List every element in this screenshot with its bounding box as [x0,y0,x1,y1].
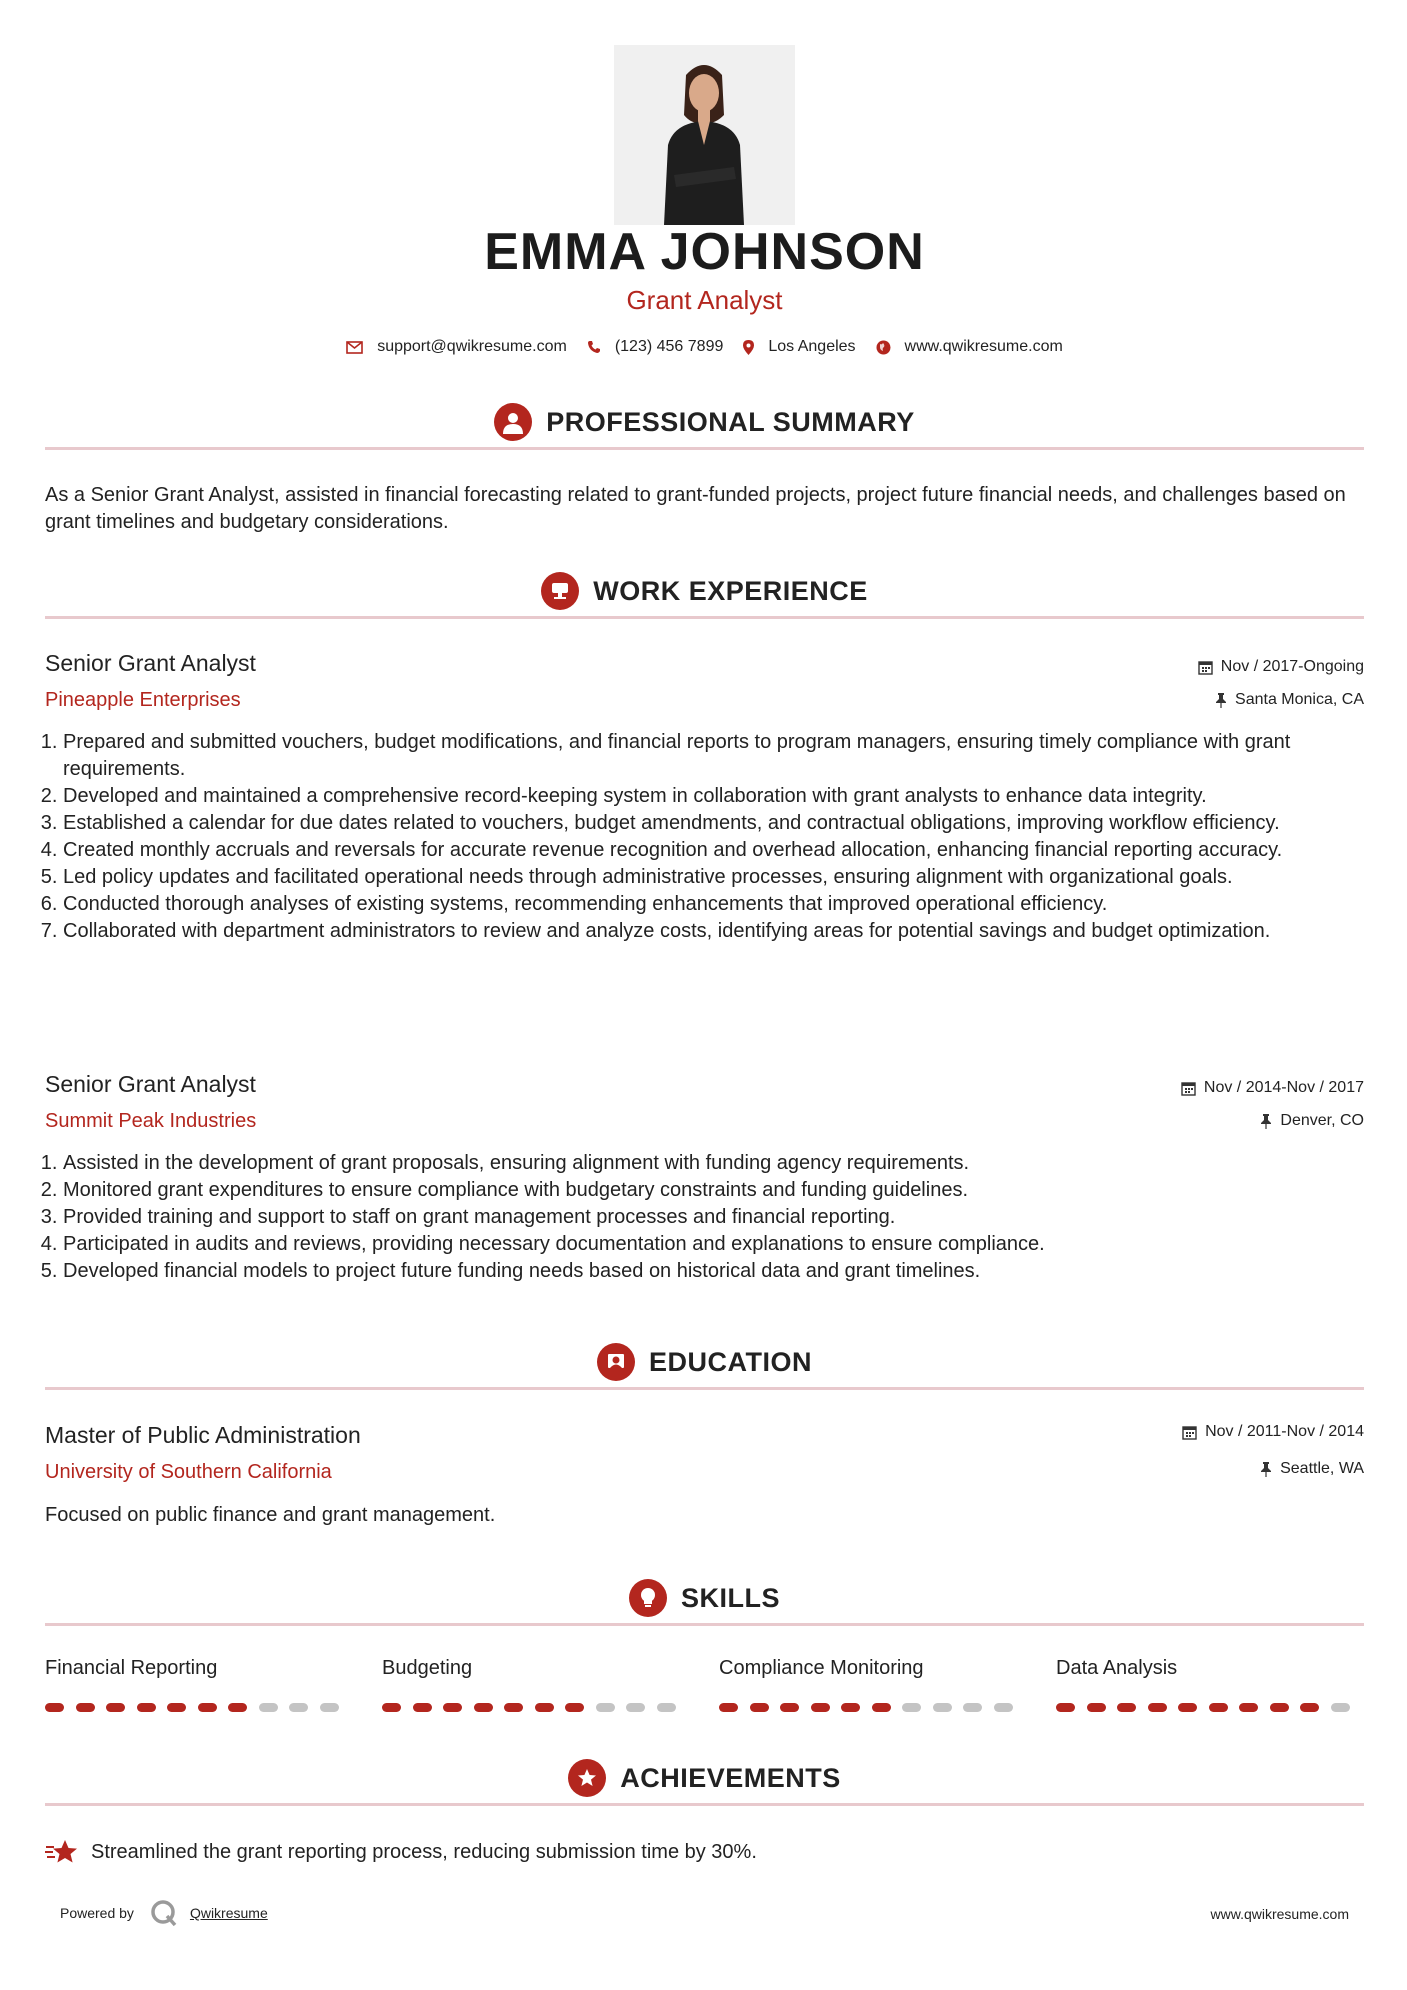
resume-page [45,0,1364,1990]
section-header-summary [45,397,1364,447]
section-title: PROFESSIONAL SUMMARY [546,406,915,437]
section-header-education [45,1337,1364,1387]
skill-rating [719,1703,1024,1712]
contact-website[interactable] [876,338,1063,356]
rating-dot-filled [1148,1703,1167,1712]
rating-dot-filled [76,1703,95,1712]
education-school: University of Southern California [45,1461,332,1483]
education-description: Focused on public finance and grant management. [45,1504,496,1526]
section-divider [45,616,1364,619]
skill-name: Budgeting [382,1657,473,1679]
job-location-text: Santa Monica, CA [1235,691,1364,708]
job-bullets [45,1150,1364,1285]
job-dates [1181,1079,1364,1097]
achievement-text: Streamlined the grant reporting process, reducing submission time by 30%. [91,1840,757,1863]
rating-dot-empty [289,1703,308,1712]
rating-dot-filled [228,1703,247,1712]
achievement-item [45,1838,757,1866]
summary-text: As a Senior Grant Analyst, assisted in financial forecasting related to grant-funded projects, project future financial needs, and challenges based on grant timelines and budgetary considerations. [45,484,1346,533]
rating-dot-empty [1331,1703,1350,1712]
rating-dot-empty [259,1703,278,1712]
rating-dot-filled [474,1703,493,1712]
job-dates [1198,658,1364,676]
star-icon [45,1838,79,1866]
briefcase-icon [541,572,579,610]
list-item: 1. Prepared and submitted vouchers, budget modifications, and financial reports to program managers, ensuring timely compliance with grant requirements. [63,729,1364,783]
qwikresume-logo-icon [150,1899,178,1927]
rating-dot-empty [902,1703,921,1712]
section-divider [45,1803,1364,1806]
job-bullets [45,729,1364,945]
rating-dot-filled [137,1703,156,1712]
job-title: Senior Grant Analyst [45,650,256,676]
contact-phone[interactable] [587,338,724,356]
education-location [1260,1460,1364,1478]
skill-item [382,1657,682,1680]
rating-dot-filled [382,1703,401,1712]
section-header-achievements [45,1753,1364,1803]
rating-dot-filled [1239,1703,1258,1712]
globe-icon [876,340,891,355]
contact-email[interactable] [346,338,567,356]
qwikresume-link[interactable]: Qwikresume [189,1905,268,1921]
education-location-text: Seattle, WA [1280,1460,1364,1477]
rating-dot-filled [780,1703,799,1712]
section-divider [45,1623,1364,1626]
rating-dot-empty [626,1703,645,1712]
list-item: 4. Created monthly accruals and reversals for accurate revenue recognition and overhead allocation, enhancing financial reporting accuracy. [63,837,1364,864]
rating-dot-filled [413,1703,432,1712]
contact-website-text: www.qwikresume.com [904,338,1063,355]
lightbulb-icon [629,1579,667,1617]
rating-dot-filled [167,1703,186,1712]
section-title: EDUCATION [649,1346,812,1377]
rating-dot-filled [1270,1703,1289,1712]
footer-powered-by [60,1899,268,1927]
education-degree: Master of Public Administration [45,1422,361,1448]
star-badge-icon [568,1759,606,1797]
rating-dot-filled [45,1703,64,1712]
skill-rating [45,1703,350,1712]
rating-dot-filled [1300,1703,1319,1712]
job-dates-text: Nov / 2017-Ongoing [1220,658,1364,675]
section-divider [45,447,1364,450]
education-dates-text: Nov / 2011-Nov / 2014 [1205,1423,1364,1440]
footer-url[interactable]: www.qwikresume.com [1210,1906,1349,1922]
job-title: Senior Grant Analyst [45,1071,256,1097]
profile-photo [614,45,795,225]
phone-icon [587,340,601,354]
rating-dot-filled [811,1703,830,1712]
rating-dot-filled [841,1703,860,1712]
section-divider [45,1387,1364,1390]
contact-location [743,338,855,356]
list-item: 4. Participated in audits and reviews, providing necessary documentation and explanations to ensure compliance. [63,1231,1364,1258]
list-item: 2. Monitored grant expenditures to ensure compliance with budgetary constraints and funding guidelines. [63,1177,1364,1204]
powered-by-label: Powered by [60,1905,134,1921]
section-header-experience [45,566,1364,616]
job-location [1215,691,1364,709]
list-item: 2. Developed and maintained a comprehensive record-keeping system in collaboration with grant analysts to enhance data integrity. [63,783,1364,810]
rating-dot-filled [1087,1703,1106,1712]
list-item: 3. Established a calendar for due dates related to vouchers, budget amendments, and contractual obligations, improving workflow efficiency. [63,810,1364,837]
skill-name: Financial Reporting [45,1657,218,1679]
job-company: Summit Peak Industries [45,1110,257,1132]
rating-dot-empty [963,1703,982,1712]
list-item: 1. Assisted in the development of grant proposals, ensuring alignment with funding agency requirements. [63,1150,1364,1177]
map-pin-icon [743,340,754,355]
rating-dot-empty [933,1703,952,1712]
list-item: 5. Developed financial models to project future funding needs based on historical data and grant timelines. [63,1258,1364,1285]
graduate-icon [597,1343,635,1381]
rating-dot-filled [1056,1703,1075,1712]
section-header-skills [45,1573,1364,1623]
list-item: 3. Provided training and support to staff on grant management processes and financial reporting. [63,1204,1364,1231]
calendar-icon [1181,1081,1196,1096]
rating-dot-filled [565,1703,584,1712]
list-item: 5. Led policy updates and facilitated operational needs through administrative processes, ensuring alignment with organizational goals. [63,864,1364,891]
contact-phone-text: (123) 456 7899 [614,338,724,355]
pushpin-icon [1215,693,1227,708]
pushpin-icon [1260,1462,1272,1477]
section-title: WORK EXPERIENCE [593,575,868,606]
list-item: 6. Conducted thorough analyses of existing systems, recommending enhancements that improved operational efficiency. [63,891,1364,918]
skill-item [719,1657,1019,1680]
candidate-title: Grant Analyst [626,285,783,315]
contact-location-text: Los Angeles [768,338,856,355]
rating-dot-filled [1117,1703,1136,1712]
contact-bar [45,338,1364,356]
rating-dot-filled [1178,1703,1197,1712]
skill-rating [382,1703,687,1712]
user-icon [494,403,532,441]
rating-dot-empty [596,1703,615,1712]
skill-name: Data Analysis [1056,1657,1178,1679]
job-location [1260,1112,1364,1130]
skill-item [1056,1657,1356,1680]
education-dates [1182,1423,1364,1441]
calendar-icon [1182,1425,1197,1440]
job-location-text: Denver, CO [1280,1112,1364,1129]
job-company: Pineapple Enterprises [45,689,241,711]
candidate-name: EMMA JOHNSON [484,223,925,281]
rating-dot-empty [657,1703,676,1712]
pushpin-icon [1260,1114,1272,1129]
rating-dot-filled [106,1703,125,1712]
calendar-icon [1198,660,1213,675]
rating-dot-filled [872,1703,891,1712]
rating-dot-filled [443,1703,462,1712]
rating-dot-filled [750,1703,769,1712]
job-dates-text: Nov / 2014-Nov / 2017 [1203,1079,1364,1096]
rating-dot-filled [1209,1703,1228,1712]
skill-item [45,1657,345,1680]
skill-rating [1056,1703,1361,1712]
list-item: 7. Collaborated with department administrators to review and analyze costs, identifying areas for potential savings and budget optimization. [63,918,1364,945]
rating-dot-empty [320,1703,339,1712]
contact-email-text: support@qwikresume.com [377,338,567,355]
envelope-icon [346,341,363,354]
rating-dot-filled [198,1703,217,1712]
section-title: ACHIEVEMENTS [620,1762,841,1793]
rating-dot-filled [535,1703,554,1712]
skill-name: Compliance Monitoring [719,1657,924,1679]
rating-dot-empty [994,1703,1013,1712]
section-title: SKILLS [680,1582,780,1613]
rating-dot-filled [719,1703,738,1712]
rating-dot-filled [504,1703,523,1712]
